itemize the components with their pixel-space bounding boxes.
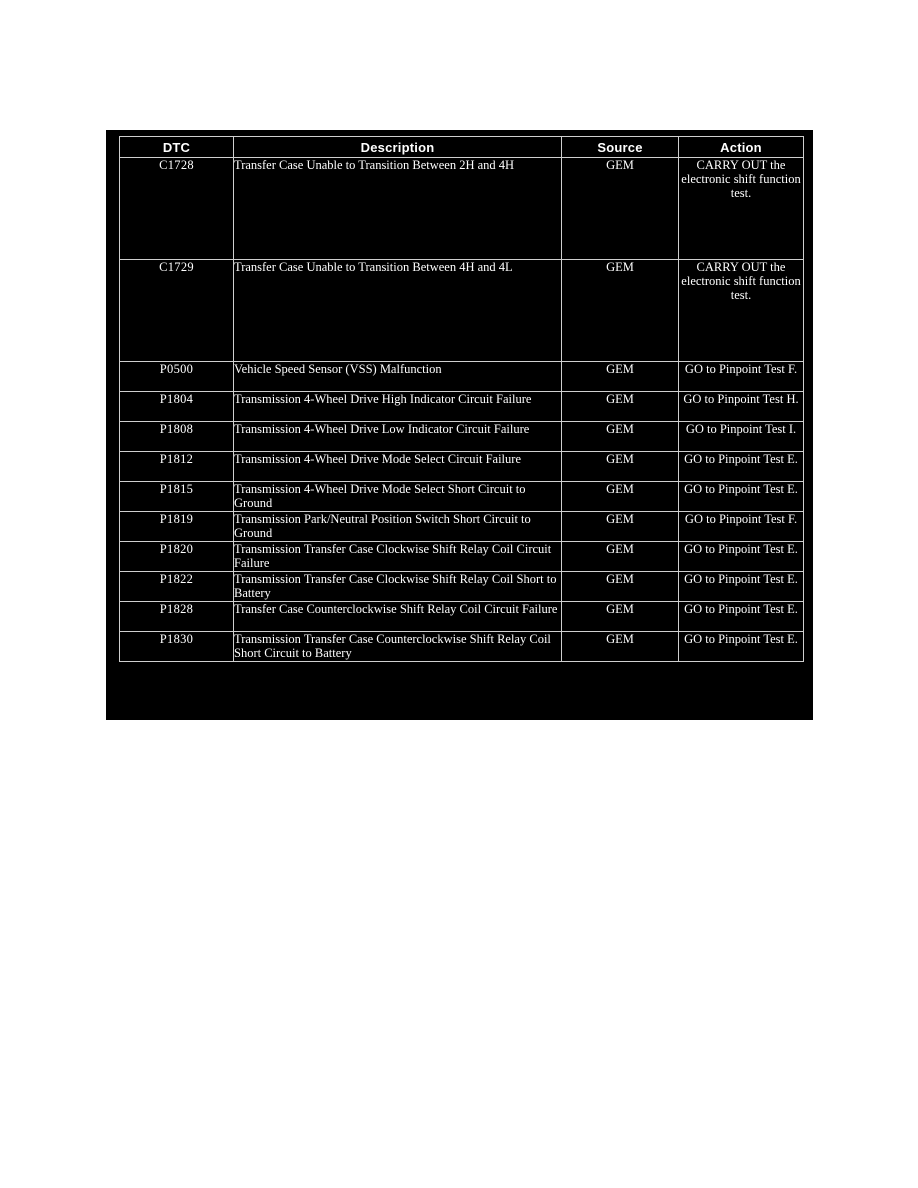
table-row <box>120 158 804 260</box>
dtc-action: GO to Pinpoint Test E. <box>679 452 804 482</box>
dtc-code: P1812 <box>120 452 234 482</box>
table-row <box>120 602 804 632</box>
dtc-description: Transmission 4-Wheel Drive High Indicator Circuit Failure <box>234 392 562 422</box>
dtc-source: GEM <box>562 392 679 422</box>
dtc-code: P1819 <box>120 512 234 542</box>
dtc-description: Transmission 4-Wheel Drive Mode Select Short Circuit to Ground <box>234 482 562 512</box>
dtc-description: Transfer Case Counterclockwise Shift Relay Coil Circuit Failure <box>234 602 562 632</box>
dtc-source: GEM <box>562 632 679 662</box>
dtc-action: CARRY OUT the electronic shift function test. <box>679 158 804 260</box>
dtc-description: Transmission Transfer Case Clockwise Shift Relay Coil Short to Battery <box>234 572 562 602</box>
dtc-action: GO to Pinpoint Test E. <box>679 602 804 632</box>
dtc-action: GO to Pinpoint Test E. <box>679 542 804 572</box>
dtc-code: P0500 <box>120 362 234 392</box>
dtc-description: Transmission Park/Neutral Position Switch Short Circuit to Ground <box>234 512 562 542</box>
dtc-action: GO to Pinpoint Test E. <box>679 482 804 512</box>
dtc-source: GEM <box>562 422 679 452</box>
table-row <box>120 512 804 542</box>
header-action: Action <box>679 137 804 158</box>
table-row <box>120 260 804 362</box>
table-row <box>120 362 804 392</box>
table-row <box>120 542 804 572</box>
header-source: Source <box>562 137 679 158</box>
dtc-source: GEM <box>562 452 679 482</box>
dtc-code: P1804 <box>120 392 234 422</box>
dtc-table-scan <box>106 130 813 720</box>
dtc-source: GEM <box>562 542 679 572</box>
table-row <box>120 422 804 452</box>
dtc-code: P1828 <box>120 602 234 632</box>
dtc-action: CARRY OUT the electronic shift function test. <box>679 260 804 362</box>
dtc-action: GO to Pinpoint Test F. <box>679 512 804 542</box>
dtc-code: C1729 <box>120 260 234 362</box>
dtc-source: GEM <box>562 482 679 512</box>
table-header-row <box>120 137 804 158</box>
dtc-code: C1728 <box>120 158 234 260</box>
dtc-source: GEM <box>562 512 679 542</box>
dtc-action: GO to Pinpoint Test E. <box>679 632 804 662</box>
dtc-description: Vehicle Speed Sensor (VSS) Malfunction <box>234 362 562 392</box>
table-row <box>120 392 804 422</box>
table-row <box>120 452 804 482</box>
table-row <box>120 632 804 662</box>
dtc-code: P1830 <box>120 632 234 662</box>
dtc-table <box>119 136 804 662</box>
header-description: Description <box>234 137 562 158</box>
dtc-source: GEM <box>562 572 679 602</box>
dtc-code: P1808 <box>120 422 234 452</box>
dtc-description: Transfer Case Unable to Transition Between 2H and 4H <box>234 158 562 260</box>
table-row <box>120 482 804 512</box>
dtc-source: GEM <box>562 602 679 632</box>
dtc-description: Transmission Transfer Case Clockwise Shift Relay Coil Circuit Failure <box>234 542 562 572</box>
dtc-code: P1820 <box>120 542 234 572</box>
dtc-action: GO to Pinpoint Test E. <box>679 572 804 602</box>
header-dtc: DTC <box>120 137 234 158</box>
dtc-source: GEM <box>562 260 679 362</box>
dtc-description: Transmission 4-Wheel Drive Low Indicator Circuit Failure <box>234 422 562 452</box>
dtc-source: GEM <box>562 362 679 392</box>
dtc-description: Transmission Transfer Case Counterclockwise Shift Relay Coil Short Circuit to Battery <box>234 632 562 662</box>
dtc-description: Transfer Case Unable to Transition Between 4H and 4L <box>234 260 562 362</box>
dtc-action: GO to Pinpoint Test H. <box>679 392 804 422</box>
dtc-code: P1822 <box>120 572 234 602</box>
dtc-code: P1815 <box>120 482 234 512</box>
dtc-description: Transmission 4-Wheel Drive Mode Select Circuit Failure <box>234 452 562 482</box>
dtc-source: GEM <box>562 158 679 260</box>
dtc-action: GO to Pinpoint Test I. <box>679 422 804 452</box>
table-row <box>120 572 804 602</box>
dtc-action: GO to Pinpoint Test F. <box>679 362 804 392</box>
